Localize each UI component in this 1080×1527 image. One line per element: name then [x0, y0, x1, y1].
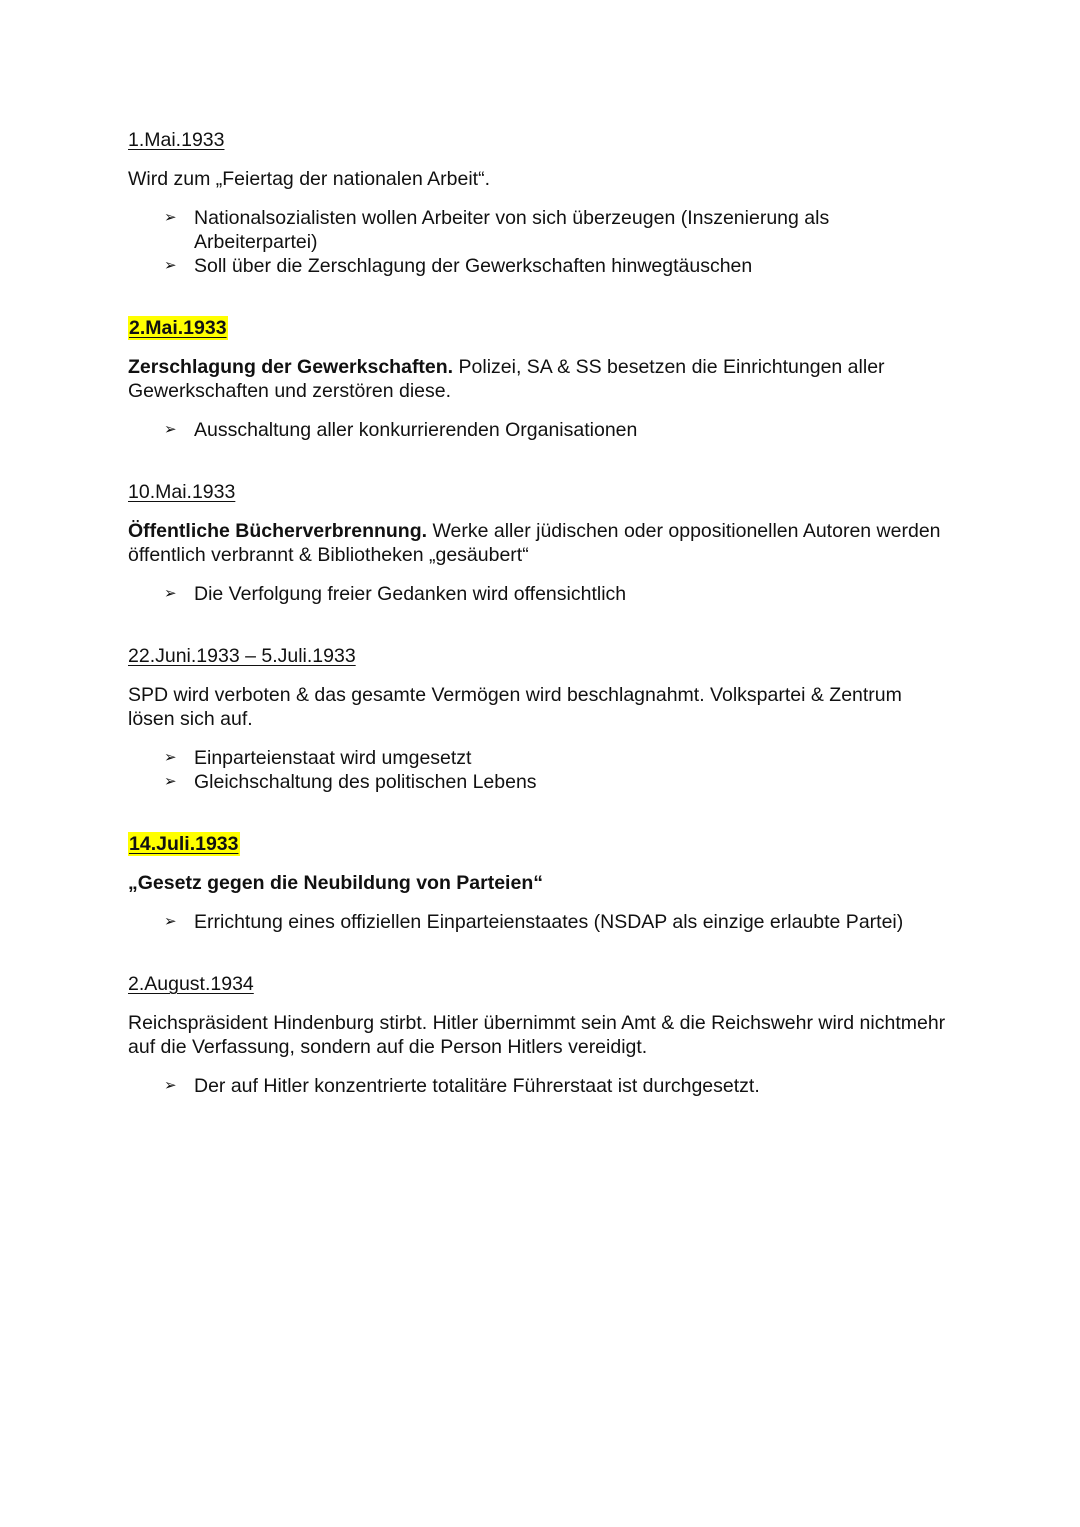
bullet-item [128, 418, 948, 442]
arrow-bullet-icon: ➢ [164, 585, 177, 602]
arrow-bullet-icon: ➢ [164, 209, 177, 226]
timeline-section [128, 128, 948, 278]
document-page [128, 128, 948, 1098]
bullet-text: Ausschaltung aller konkurrierenden Organisationen [194, 419, 638, 441]
section-date: 2.August.1934 [128, 973, 254, 995]
section-description [128, 1011, 948, 1059]
section-date: 1.Mai.1933 [128, 129, 225, 151]
bullet-text: Gleichschaltung des politischen Lebens [194, 771, 537, 793]
bullet-text: Errichtung eines offiziellen Einparteienstaates (NSDAP als einzige erlaubte Partei) [194, 911, 904, 933]
arrow-bullet-icon: ➢ [164, 773, 177, 790]
bullet-text: Die Verfolgung freier Gedanken wird offensichtlich [194, 583, 627, 605]
section-description-text: Reichspräsident Hindenburg stirbt. Hitler übernimmt sein Amt & die Reichswehr wird nichtmehr auf die Verfassung, sondern auf die Person Hitlers vereidigt. [128, 1012, 946, 1058]
section-description-text: Werke aller jüdischen oder oppositionellen Autoren werden öffentlich verbrannt & Bibliotheken „gesäubert“ [128, 520, 941, 566]
section-description [128, 167, 948, 191]
section-description [128, 519, 948, 567]
bullet-item [128, 770, 948, 794]
section-description-text: Polizei, SA & SS besetzen die Einrichtungen aller Gewerkschaften und zerstören diese. [128, 356, 885, 402]
timeline-section [128, 644, 948, 794]
bullet-list [128, 206, 948, 278]
arrow-bullet-icon: ➢ [164, 913, 177, 930]
section-date-highlighted: 2.Mai.1933 [129, 317, 227, 339]
arrow-bullet-icon: ➢ [164, 421, 177, 438]
bullet-text: Einparteienstaat wird umgesetzt [194, 747, 472, 769]
timeline-section [128, 972, 948, 1098]
section-description [128, 871, 948, 895]
section-date-highlighted: 14.Juli.1933 [129, 833, 239, 855]
section-description [128, 355, 948, 403]
section-description-text: SPD wird verboten & das gesamte Vermögen wird beschlagnahmt. Volkspartei & Zentrum lösen sich auf. [128, 684, 902, 730]
timeline-section [128, 480, 948, 606]
section-description-text: Wird zum „Feiertag der nationalen Arbeit“. [128, 168, 490, 190]
bullet-item [128, 206, 948, 254]
timeline-section [128, 832, 948, 934]
bullet-list [128, 418, 948, 442]
bullet-list [128, 1074, 948, 1098]
arrow-bullet-icon: ➢ [164, 1077, 177, 1094]
bullet-text: Soll über die Zerschlagung der Gewerkschaften hinwegtäuschen [194, 255, 753, 277]
bullet-item [128, 1074, 948, 1098]
bullet-list [128, 910, 948, 934]
bullet-item [128, 910, 948, 934]
bullet-item [128, 254, 948, 278]
bullet-text: Der auf Hitler konzentrierte totalitäre Führerstaat ist durchgesetzt. [194, 1075, 760, 1097]
bullet-list [128, 582, 948, 606]
bullet-list [128, 746, 948, 794]
section-date: 10.Mai.1933 [128, 481, 236, 503]
section-description-bold: Zerschlagung der Gewerkschaften. [128, 356, 454, 378]
bullet-text: Nationalsozialisten wollen Arbeiter von sich überzeugen (Inszenierung als Arbeiterpartei) [194, 207, 830, 253]
timeline-section [128, 316, 948, 442]
arrow-bullet-icon: ➢ [164, 749, 177, 766]
arrow-bullet-icon: ➢ [164, 257, 177, 274]
bullet-item [128, 746, 948, 770]
section-date: 22.Juni.1933 – 5.Juli.1933 [128, 645, 356, 667]
bullet-item [128, 582, 948, 606]
section-description [128, 683, 948, 731]
section-description-bold: Öffentliche Bücherverbrennung. [128, 520, 428, 542]
section-description-bold: „Gesetz gegen die Neubildung von Parteien“ [128, 872, 543, 894]
